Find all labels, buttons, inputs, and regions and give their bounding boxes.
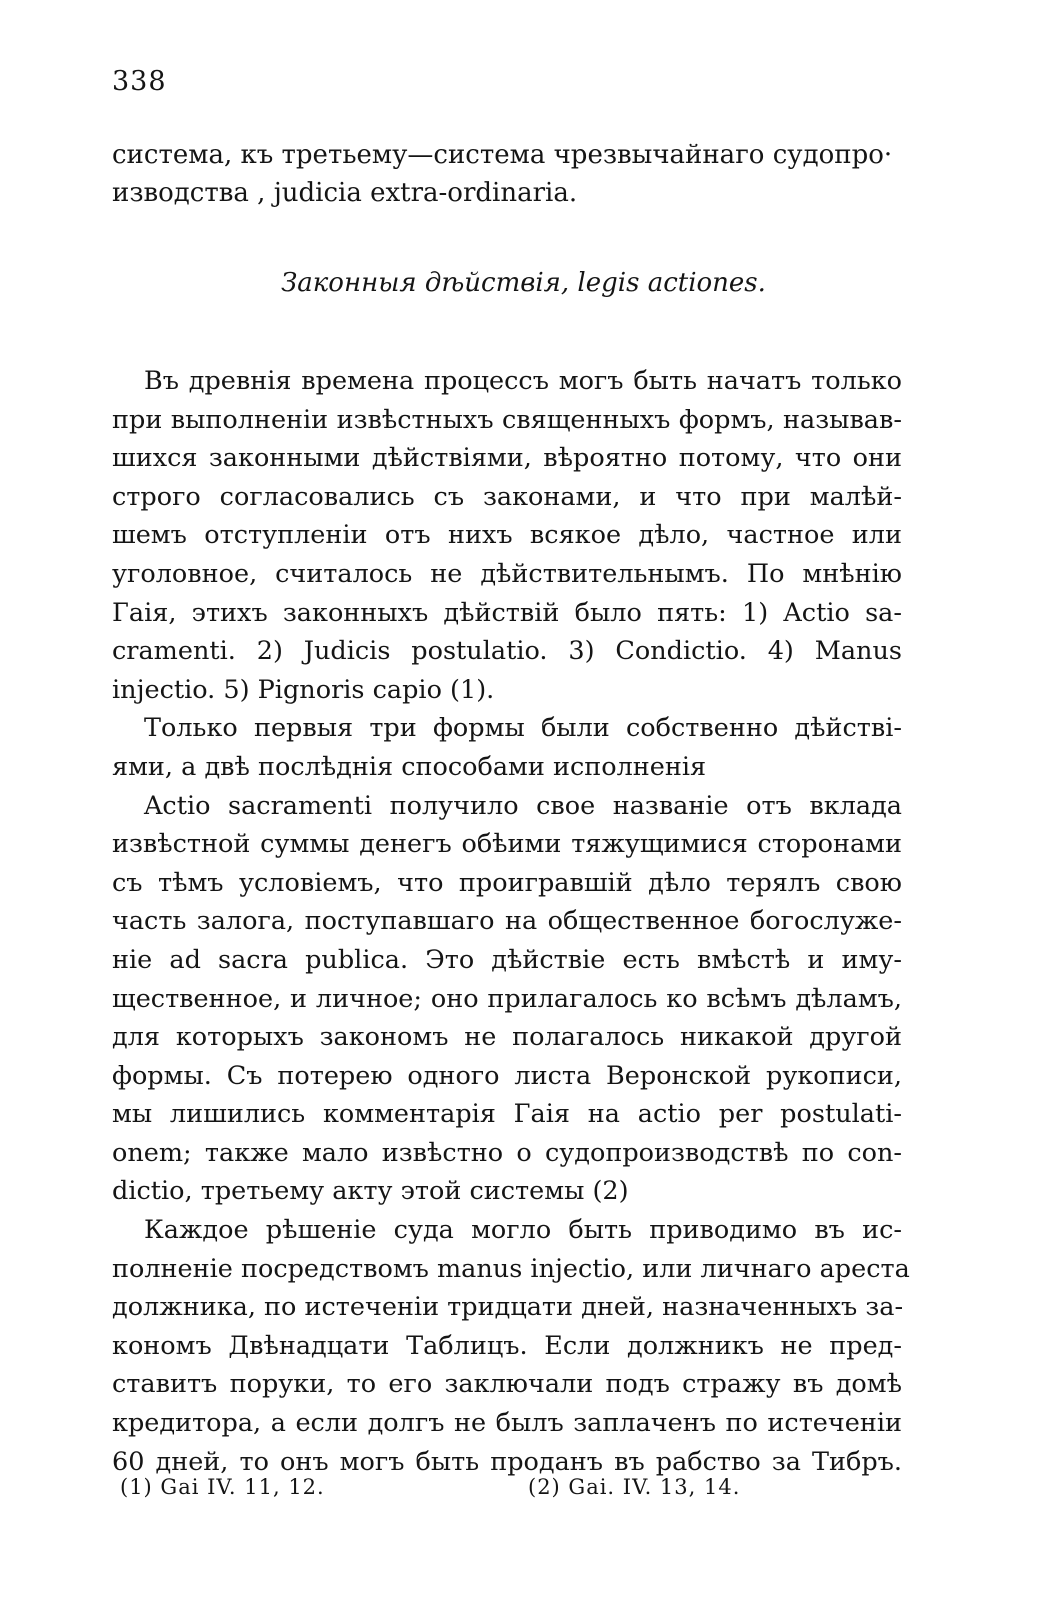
body-line: Только первыя три формы были собственно дѣйстві- xyxy=(144,713,902,744)
body-line: Въ древнія времена процессъ могъ быть начатъ только xyxy=(144,366,902,396)
body-line: должника, по истеченіи тридцати дней, назначенныхъ за- xyxy=(112,1292,904,1323)
body-line: 60 дней, то онъ могъ быть проданъ въ рабство за Тибръ. xyxy=(112,1446,902,1477)
body-line: строго согласовались съ законами, и что при малѣй- xyxy=(112,481,902,512)
intro-line: изводства , judicia extra-ordinaria. xyxy=(112,178,578,208)
body-text xyxy=(112,362,910,1481)
footnote: (1) Gai IV. 11, 12. xyxy=(120,1475,325,1499)
section-heading: Законныя дѣйствія, legis actiones. xyxy=(281,268,766,298)
body-line: кономъ Двѣнадцати Таблицъ. Если должникъ не пред- xyxy=(112,1330,902,1361)
footnote: (2) Gai. IV. 13, 14. xyxy=(528,1475,741,1499)
body-line: уголовное, считалось не дѣйствительнымъ. По мнѣнію xyxy=(112,558,902,589)
body-line: Гаія, этихъ законныхъ дѣйствій было пять: 1) Actio sa- xyxy=(112,597,902,628)
intro-paragraph xyxy=(112,136,902,212)
body-line: полненіе посредствомъ manus injectio, или личнаго ареста xyxy=(112,1253,910,1284)
body-line: формы. Съ потерею одного листа Веронской рукописи, xyxy=(112,1060,902,1091)
intro-line: система, къ третьему—система чрезвычайнаго судопро· xyxy=(112,140,893,170)
body-line: ями, а двѣ послѣднія способами исполненія xyxy=(112,751,707,782)
body-line: извѣстной суммы денегъ обѣими тяжущимися сторонами xyxy=(112,829,902,860)
body-line: шемъ отступленіи отъ нихъ всякое дѣло, частное или xyxy=(112,520,902,551)
body-line: кредитора, а если долгъ не былъ заплаченъ по истеченіи xyxy=(112,1408,902,1439)
body-line: cramenti. 2) Judicis postulatio. 3) Condictio. 4) Manus xyxy=(112,636,902,667)
body-line: injectio. 5) Pignoris capio (1). xyxy=(112,674,495,705)
body-line: при выполненіи извѣстныхъ священныхъ формъ, называв- xyxy=(112,404,902,435)
body-line: для которыхъ закономъ не полагалось никакой другой xyxy=(112,1022,902,1053)
body-line: dictio, третьему акту этой системы (2) xyxy=(112,1176,629,1207)
body-line: Actio sacramenti получило свое названіе отъ вклада xyxy=(144,790,902,821)
body-line: шихся законными дѣйствіями, вѣроятно потому, что они xyxy=(112,443,902,474)
body-line: onem; также мало извѣстно о судопроизводствѣ по con- xyxy=(112,1137,902,1168)
body-line: съ тѣмъ условіемъ, что проигравшій дѣло терялъ свою xyxy=(112,867,902,898)
body-line: мы лишились комментарія Гаія на actio per postulati- xyxy=(112,1099,902,1130)
body-line: часть залога, поступавшаго на общественное богослуже- xyxy=(112,906,902,937)
body-line: щественное, и личное; оно прилагалось ко всѣмъ дѣламъ, xyxy=(112,983,902,1014)
page-number: 338 xyxy=(112,66,167,97)
body-line: ставитъ поруки, то его заключали подъ стражу въ домѣ xyxy=(112,1369,902,1400)
body-line: Каждое рѣшеніе суда могло быть приводимо въ ис- xyxy=(144,1215,902,1246)
body-line: ніе ad sacra publica. Это дѣйствіе есть вмѣстѣ и иму- xyxy=(112,944,902,975)
